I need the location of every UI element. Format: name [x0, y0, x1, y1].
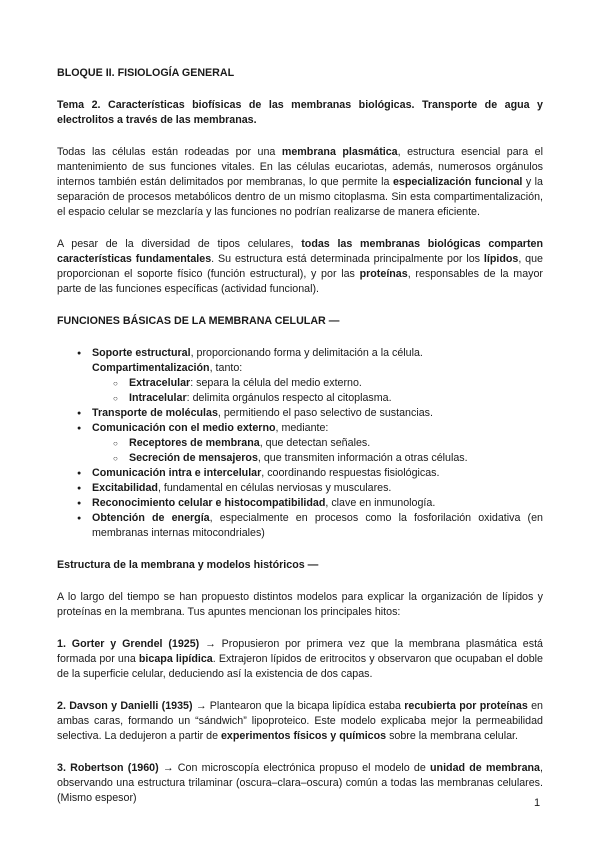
structure-heading: Estructura de la membrana y modelos históricos — — [57, 559, 319, 571]
item-text: , especialmente en procesos como la fosforilación oxidativa (en membranas internas mitocondriales) — [92, 512, 543, 539]
model-bold: unidad de membrana — [430, 762, 541, 774]
intro-text-1: Todas las células están rodeadas por una — [57, 146, 282, 158]
item-text: , que transmiten información a otras células. — [257, 452, 468, 464]
p2-text-4: , responsables de la mayor parte de las funciones específicas (actividad funcional). — [57, 268, 543, 295]
item-bold: Compartimentalización — [92, 362, 210, 374]
p2-bold-1: todas las membranas biológicas comparten características fundamentales — [57, 238, 543, 265]
model-title: 2. Davson y Danielli (1935) — [57, 700, 193, 712]
model-text: sobre la membrana celular. — [386, 730, 518, 742]
structure-intro: A lo largo del tiempo se han propuesto distintos modelos para explicar la organización de lípidos y proteínas en la membrana. Tus apuntes mencionan los principales hitos: — [57, 591, 543, 618]
sub-list-item — [92, 436, 543, 451]
sub-list-item — [92, 451, 543, 466]
sub-list-item — [92, 376, 543, 391]
item-bold: Reconocimiento celular e histocompatibilidad — [92, 497, 326, 509]
intro-bold-1: membrana plasmática — [281, 146, 398, 158]
compartment-sublist — [92, 376, 543, 406]
model-text: → Plantearon que la bicapa lipídica estaba — [192, 700, 405, 712]
list-item — [57, 481, 543, 496]
p2-bold-2: lípidos — [483, 253, 519, 265]
item-text: , tanto: — [209, 362, 243, 374]
lipids-proteins-paragraph — [57, 237, 543, 297]
p2-text-1: A pesar de la diversidad de tipos celulares, — [57, 238, 302, 250]
item-bold: Intracelular — [129, 392, 187, 404]
model-title: 3. Robertson (1960) — [57, 762, 159, 774]
communication-sublist — [92, 436, 543, 466]
model-robertson — [57, 761, 543, 806]
p2-bold-3: proteínas — [359, 268, 408, 280]
item-bold: Soporte estructural — [92, 347, 191, 359]
item-bold: Excitabilidad — [92, 482, 158, 494]
model-text: en ambas caras, formando un “sándwich” lipoproteico. Este modelo explicaba mejor la permeabilidad selectiva. La dedujeron a partir de — [57, 700, 543, 742]
item-text: , que detectan señales. — [259, 437, 371, 449]
model-davson-danielli — [57, 699, 543, 744]
item-bold: Receptores de membrana — [129, 437, 260, 449]
item-text: , mediante: — [275, 422, 329, 434]
model-bold: recubierta por proteínas — [404, 700, 528, 712]
topic-title: Tema 2. Características biofísicas de las membranas biológicas. Transporte de agua y electrolitos a través de las membranas. — [57, 99, 543, 126]
item-text: , coordinando respuestas fisiológicas. — [261, 467, 440, 479]
page-number: 1 — [534, 797, 541, 809]
list-item — [57, 346, 543, 406]
functions-list — [57, 346, 543, 541]
intro-text-3: y la separación de procesos metabólicos dentro de un mismo citoplasma. Sin esta compartimentalización, el espacio celular se mezclaría y las funciones no podrían realizarse de manera eficiente. — [57, 176, 543, 218]
model-bold: bicapa lipídica — [138, 653, 213, 665]
item-bold: Transporte de moléculas — [92, 407, 218, 419]
p2-text-3: , que proporcionan el soporte físico (función estructural), y por las — [57, 253, 543, 280]
list-item — [57, 511, 543, 541]
model-title: 1. Gorter y Grendel (1925) — [57, 638, 200, 650]
list-item — [57, 466, 543, 481]
block-title: BLOQUE II. FISIOLOGÍA GENERAL — [57, 67, 235, 79]
item-bold: Comunicación con el medio externo — [92, 422, 276, 434]
item-text: , clave en inmunología. — [325, 497, 436, 509]
document-page — [57, 66, 543, 823]
model-text: , observando una estructura trilaminar (oscura–clara–oscura) común a todas las membranas celulares. (Mismo espesor) — [57, 762, 543, 804]
item-bold: Extracelular — [129, 377, 191, 389]
list-item — [57, 421, 543, 466]
model-text: . Extrajeron lípidos de eritrocitos y observaron que ocupaban el doble de la superficie celular, deduciendo así la existencia de dos capas. — [57, 653, 543, 680]
intro-text-2: , estructura esencial para el mantenimiento de sus funciones vitales. En las células eucariotas, además, numerosos orgánulos internos también están delimitados por membranas, lo que permite la — [57, 146, 543, 188]
item-bold: Secreción de mensajeros — [129, 452, 258, 464]
list-item — [57, 406, 543, 421]
model-text: → Propusieron por primera vez que la membrana plasmática está formada por una — [57, 638, 543, 665]
sub-list-item — [92, 391, 543, 406]
item-bold: Obtención de energía — [92, 512, 210, 524]
item-text: , permitiendo el paso selectivo de sustancias. — [217, 407, 433, 419]
functions-heading: FUNCIONES BÁSICAS DE LA MEMBRANA CELULAR — — [57, 315, 340, 327]
intro-paragraph — [57, 145, 543, 220]
model-bold: experimentos físicos y químicos — [220, 730, 387, 742]
item-bold: Comunicación intra e intercelular — [92, 467, 262, 479]
model-text: → Con microscopía electrónica propuso el modelo de — [158, 762, 431, 774]
item-text: , fundamental en células nerviosas y musculares. — [157, 482, 392, 494]
item-text: : delimita orgánulos respecto al citoplasma. — [186, 392, 392, 404]
model-gorter-grendel — [57, 637, 543, 682]
item-text: : separa la célula del medio externo. — [190, 377, 362, 389]
intro-bold-2: especialización funcional — [392, 176, 523, 188]
p2-text-2: . Su estructura está determinada principalmente por los — [211, 253, 484, 265]
list-item — [57, 496, 543, 511]
item-text: , proporcionando forma y delimitación a la célula. — [190, 347, 423, 359]
